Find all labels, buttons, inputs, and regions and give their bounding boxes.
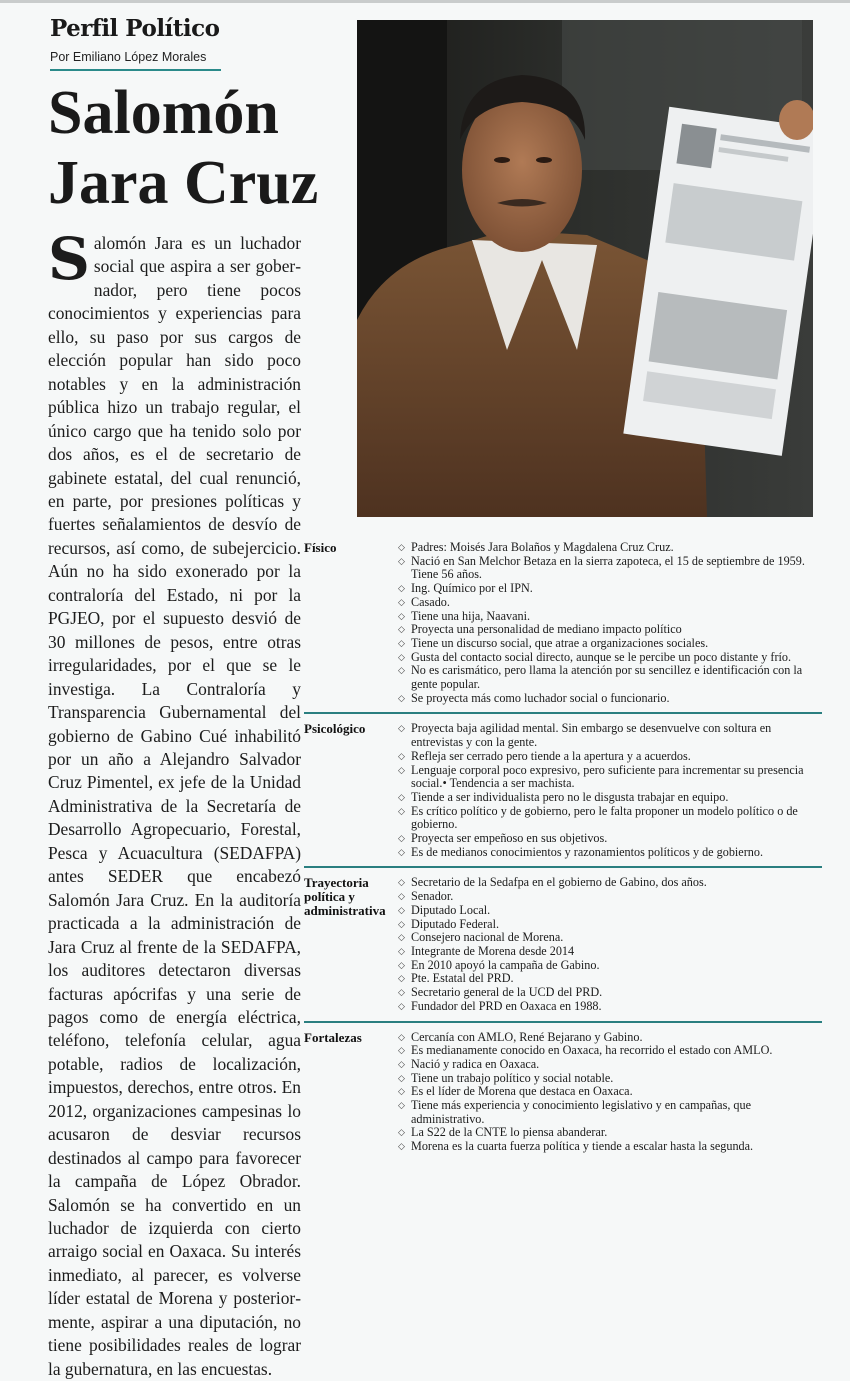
- list-item: [397, 664, 822, 691]
- diamond-bullet-icon: ◇: [398, 665, 405, 676]
- list-item: [397, 918, 822, 932]
- list-item-text: No es carismático, pero llama la atención por su sencillez e identificación con la gente popular.: [411, 663, 803, 692]
- diamond-bullet-icon: ◇: [398, 723, 405, 734]
- list-item-text: Proyecta una personalidad de mediano impacto político: [411, 622, 682, 637]
- list-item: [397, 805, 822, 832]
- section-divider: [304, 712, 822, 714]
- list-item-text: Secretario de la Sedafpa en el gobierno de Gabino, dos años.: [411, 875, 707, 890]
- list-item: [397, 750, 822, 764]
- list-item-text: Diputado Local.: [411, 902, 491, 917]
- list-item-text: Refleja ser cerrado pero tiende a la apertura y a acuerdos.: [411, 748, 691, 763]
- diamond-bullet-icon: ◇: [398, 904, 405, 915]
- drop-cap: S: [48, 225, 90, 293]
- list-item: [397, 959, 822, 973]
- list-item-text: Es el líder de Morena que destaca en Oaxaca.: [411, 1084, 633, 1099]
- list-item: [397, 986, 822, 1000]
- list-item-text: Integrante de Morena desde 2014: [411, 943, 575, 958]
- list-item: [397, 1085, 822, 1099]
- list-item: [397, 722, 822, 749]
- list-item: [397, 610, 822, 624]
- list-item: [397, 1072, 822, 1086]
- section-fortalezas: [304, 1028, 822, 1161]
- list-item-text: Pte. Estatal del PRD.: [411, 971, 514, 986]
- diamond-bullet-icon: ◇: [398, 692, 405, 703]
- diamond-bullet-icon: ◇: [398, 833, 405, 844]
- list-item-text: Proyecta baja agilidad mental. Sin embargo se desenvuelve con soltura en entrevistas y con la gente.: [411, 721, 772, 750]
- section-label: Trayectoria política y administrativa: [304, 875, 386, 919]
- diamond-bullet-icon: ◇: [398, 918, 405, 929]
- list-item: [397, 972, 822, 986]
- list-item: [397, 651, 822, 665]
- list-item: [397, 692, 822, 706]
- list-item-text: Tiende a ser individualista pero no le disgusta trabajar en equipo.: [411, 789, 729, 804]
- diamond-bullet-icon: ◇: [398, 846, 405, 857]
- profile-sections: [304, 538, 822, 1161]
- section-kicker: Perfil Político: [50, 15, 220, 42]
- section-trayectoria: [304, 873, 822, 1020]
- list-item: [397, 596, 822, 610]
- list-item: [397, 582, 822, 596]
- list-item: [397, 876, 822, 890]
- list-item: [397, 1031, 822, 1045]
- list-item: [397, 846, 822, 860]
- diamond-bullet-icon: ◇: [398, 987, 405, 998]
- list-item-text: En 2010 apoyó la campaña de Gabino.: [411, 957, 600, 972]
- list-item-text: Fundador del PRD en Oaxaca en 1988.: [411, 998, 602, 1013]
- list-item-text: Tiene una hija, Naavani.: [411, 608, 531, 623]
- list-item-text: Es de medianos conocimientos y razonamientos políticos y de gobierno.: [411, 844, 764, 859]
- byline: Por Emiliano López Morales: [50, 50, 207, 64]
- list-item-text: Ing. Químico por el IPN.: [411, 581, 533, 596]
- diamond-bullet-icon: ◇: [398, 555, 405, 566]
- diamond-bullet-icon: ◇: [398, 624, 405, 635]
- list-item-text: Diputado Federal.: [411, 916, 499, 931]
- section-list: [304, 541, 822, 705]
- diamond-bullet-icon: ◇: [398, 1072, 405, 1083]
- article-body: [48, 225, 301, 1381]
- headline-line-2: Jara Cruz: [48, 149, 319, 217]
- list-item: [397, 945, 822, 959]
- list-item-text: Secretario general de la UCD del PRD.: [411, 985, 603, 1000]
- list-item-text: Nació y radica en Oaxaca.: [411, 1056, 540, 1071]
- list-item: [397, 1099, 822, 1126]
- list-item: [397, 764, 822, 791]
- list-item-text: Lenguaje corporal poco expresivo, pero suficiente para incrementar su presencia social.• Tendencia a ser machista.: [411, 762, 804, 791]
- diamond-bullet-icon: ◇: [398, 1045, 405, 1056]
- section-divider: [304, 1021, 822, 1023]
- article-text: alomón Jara es un luchador social que aspira a ser gobernador, pero tiene pocos conocimientos y experiencias para ello, su paso por sus cargos de elección popular han sido poco notables y en la administración pública hizo un trabajo regular, el único cargo que ha tenido solo por dos años, es el de secretario de gabinete estatal, del cual renunció, en parte, por presiones políticas y fuertes señalamientos de desvío de recursos, así como, de subejercicio. Aún no ha sido exonerado por la contraloría del Estado, ni por la PGJEO, por el supuesto desvió de 30 millones de pesos, entre otras irregularidades, por el que se le investiga. La Contraloría y Transparencia Gubernamental del gobierno de Gabino Cué inhabilitó por un año a Alejandro Salvador Cruz Pimentel, ex jefe de la Unidad Administrativa de la Secretaría de Desarrollo Agropecuario, Forestal, Pesca y Acuacultura (SEDAFPA) antes SEDER que encabezó Salomón Jara Cruz. En la auditoría practicada a la administración de Jara Cruz al frente de la SEDAFPA, los auditores detectaron diversas facturas apócrifas y una serie de pagos como de energía eléctrica, teléfono, telefonía celular, agua potable, radios de localización, impuestos, derechos, entre otros. En 2012, organizaciones campesinas lo acusaron de desviar recursos destinados al campo para favorecer la campaña de López Obrador. Salomón se ha convertido en un luchador de izquierda con cierto arraigo social en Oaxaca. Su interés inmediato, al parecer, es volverse líder estatal de Morena y posteriormente, aspirar a una diputación, no tiene posibilidades reales de lograr la gubernatura, en las encuestas.: [48, 233, 301, 1379]
- list-item: [397, 931, 822, 945]
- list-item-text: Tiene un discurso social, que atrae a organizaciones sociales.: [411, 635, 709, 650]
- list-item: [397, 832, 822, 846]
- list-item-text: Es medianamente conocido en Oaxaca, ha recorrido el estado con AMLO.: [411, 1043, 773, 1058]
- list-item-text: Tiene más experiencia y conocimiento legislativo y en campañas, que administrativo.: [411, 1098, 752, 1126]
- section-label: Psicológico: [304, 721, 366, 737]
- diamond-bullet-icon: ◇: [398, 877, 405, 888]
- list-item-text: Nació en San Melchor Betaza en la sierra zapoteca, el 15 de septiembre de 1959. Tiene 56 años.: [411, 553, 805, 582]
- section-fisico: [304, 538, 822, 712]
- list-item: [397, 890, 822, 904]
- top-rule: [0, 0, 850, 3]
- diamond-bullet-icon: ◇: [398, 1086, 405, 1097]
- list-item-text: Se proyecta más como luchador social o funcionario.: [411, 690, 670, 705]
- headline-line-1: Salomón: [48, 79, 279, 147]
- diamond-bullet-icon: ◇: [398, 791, 405, 802]
- list-item: [397, 1140, 822, 1154]
- section-list: [304, 1031, 822, 1154]
- list-item-text: Morena es la cuarta fuerza política y tiende a escalar hasta la segunda.: [411, 1139, 754, 1154]
- diamond-bullet-icon: ◇: [398, 945, 405, 956]
- diamond-bullet-icon: ◇: [398, 1000, 405, 1011]
- diamond-bullet-icon: ◇: [398, 637, 405, 648]
- list-item: [397, 1126, 822, 1140]
- diamond-bullet-icon: ◇: [398, 651, 405, 662]
- candidate-photo: [357, 20, 813, 517]
- list-item-text: La S22 de la CNTE lo piensa abanderar.: [411, 1125, 608, 1140]
- diamond-bullet-icon: ◇: [398, 542, 405, 552]
- diamond-bullet-icon: ◇: [398, 596, 405, 607]
- headline: [48, 78, 318, 218]
- section-list: [304, 722, 822, 859]
- section-label: Físico: [304, 540, 337, 555]
- list-item-text: Gusta del contacto social directo, aunque se le percibe un poco distante y frío.: [411, 649, 792, 664]
- diamond-bullet-icon: ◇: [398, 1058, 405, 1069]
- section-divider: [304, 866, 822, 868]
- section-psicologico: [304, 719, 822, 866]
- diamond-bullet-icon: ◇: [398, 1127, 405, 1138]
- diamond-bullet-icon: ◇: [398, 959, 405, 970]
- list-item-text: Casado.: [411, 594, 450, 609]
- list-item-text: Proyecta ser empeñoso en sus objetivos.: [411, 831, 608, 846]
- diamond-bullet-icon: ◇: [398, 805, 405, 816]
- diamond-bullet-icon: ◇: [398, 750, 405, 761]
- diamond-bullet-icon: ◇: [398, 1100, 405, 1111]
- list-item: [397, 1000, 822, 1014]
- section-label: Fortalezas: [304, 1029, 362, 1045]
- byline-rule: [50, 69, 221, 71]
- list-item-text: Tiene un trabajo político y social notable.: [411, 1070, 614, 1085]
- list-item-text: Cercanía con AMLO, René Bejarano y Gabino.: [411, 1029, 643, 1044]
- list-item: [397, 541, 822, 555]
- list-item: [397, 1058, 822, 1072]
- diamond-bullet-icon: ◇: [398, 932, 405, 943]
- list-item-text: Senador.: [411, 889, 454, 904]
- diamond-bullet-icon: ◇: [398, 1031, 405, 1042]
- diamond-bullet-icon: ◇: [398, 764, 405, 775]
- diamond-bullet-icon: ◇: [398, 1141, 405, 1152]
- list-item-text: Es crítico político y de gobierno, pero le falta proponer un modelo político o de gobierno.: [411, 803, 798, 832]
- list-item: [397, 1044, 822, 1058]
- list-item-text: Padres: Moisés Jara Bolaños y Magdalena Cruz Cruz.: [411, 540, 674, 554]
- list-item: [397, 791, 822, 805]
- diamond-bullet-icon: ◇: [398, 610, 405, 621]
- diamond-bullet-icon: ◇: [398, 973, 405, 984]
- list-item: [397, 637, 822, 651]
- list-item: [397, 623, 822, 637]
- list-item: [397, 904, 822, 918]
- diamond-bullet-icon: ◇: [398, 583, 405, 594]
- list-item: [397, 555, 822, 582]
- diamond-bullet-icon: ◇: [398, 891, 405, 902]
- list-item-text: Consejero nacional de Morena.: [411, 930, 564, 945]
